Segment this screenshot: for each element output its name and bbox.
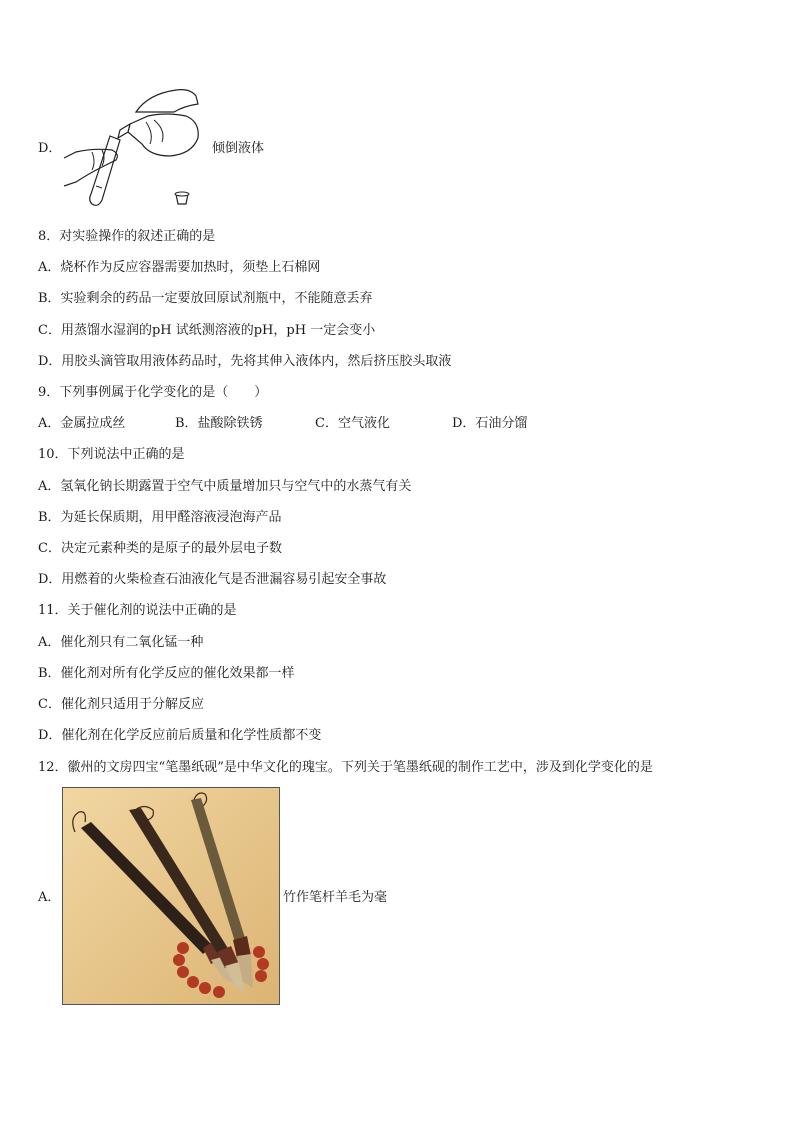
q10-option-c: C．决定元素种类的是原子的最外层电子数 bbox=[38, 541, 282, 556]
q8-option-b: B．实验剩余的药品一定要放回原试剂瓶中，不能随意丢弃 bbox=[38, 291, 373, 306]
q9-option-b: B．盐酸除铁锈 bbox=[175, 416, 263, 431]
q9-options-row bbox=[38, 416, 527, 432]
q12-stem: 12．徽州的文房四宝“笔墨纸砚”是中华文化的瑰宝。下列关于笔墨纸砚的制作工艺中，涉及到化学变化的是 bbox=[38, 760, 653, 775]
q10-option-a: A．氢氧化钠长期露置于空气中质量增加只与空气中的水蒸气有关 bbox=[38, 479, 412, 494]
q11-option-b: B．催化剂对所有化学反应的催化效果都一样 bbox=[38, 666, 295, 681]
q11-option-a: A．催化剂只有二氧化锰一种 bbox=[38, 635, 204, 650]
calligraphy-brushes-image bbox=[63, 788, 279, 1004]
q12-option-a-caption: 竹作笔杆羊毛为毫 bbox=[283, 890, 388, 905]
q9-option-c: C．空气液化 bbox=[315, 416, 390, 431]
q10-option-d: D．用燃着的火柴检查石油液化气是否泄漏容易引起安全事故 bbox=[38, 572, 387, 587]
q12-option-a-letter: A． bbox=[38, 890, 61, 905]
q10-option-b: B．为延长保质期，用甲醛溶液浸泡海产品 bbox=[38, 510, 282, 525]
q11-option-c: C．催化剂只适用于分解反应 bbox=[38, 697, 204, 712]
q11-option-d: D．催化剂在化学反应前后质量和化学性质都不变 bbox=[38, 728, 322, 743]
q9-stem: 9．下列事例属于化学变化的是（ ） bbox=[38, 385, 268, 400]
q9-option-d: D．石油分馏 bbox=[452, 416, 528, 431]
q9-option-a: A．金属拉成丝 bbox=[38, 416, 126, 431]
q10-stem: 10．下列说法中正确的是 bbox=[38, 447, 185, 462]
q8-stem: 8．对实验操作的叙述正确的是 bbox=[38, 229, 216, 244]
q8-option-d: D．用胶头滴管取用液体药品时，先将其伸入液体内，然后挤压胶头取液 bbox=[38, 354, 452, 369]
q7-option-d-letter: D． bbox=[38, 141, 62, 156]
q7-option-d-caption: 倾倒液体 bbox=[212, 141, 265, 156]
q8-option-c: C．用蒸馏水湿润的pH 试纸测溶液的pH，pH 一定会变小 bbox=[38, 323, 376, 338]
brushes-photo bbox=[62, 787, 280, 1005]
pouring-liquid-illustration bbox=[58, 86, 208, 214]
q8-option-a: A．烧杯作为反应容器需要加热时，须垫上石棉网 bbox=[38, 260, 321, 275]
q11-stem: 11．关于催化剂的说法中正确的是 bbox=[38, 603, 237, 618]
